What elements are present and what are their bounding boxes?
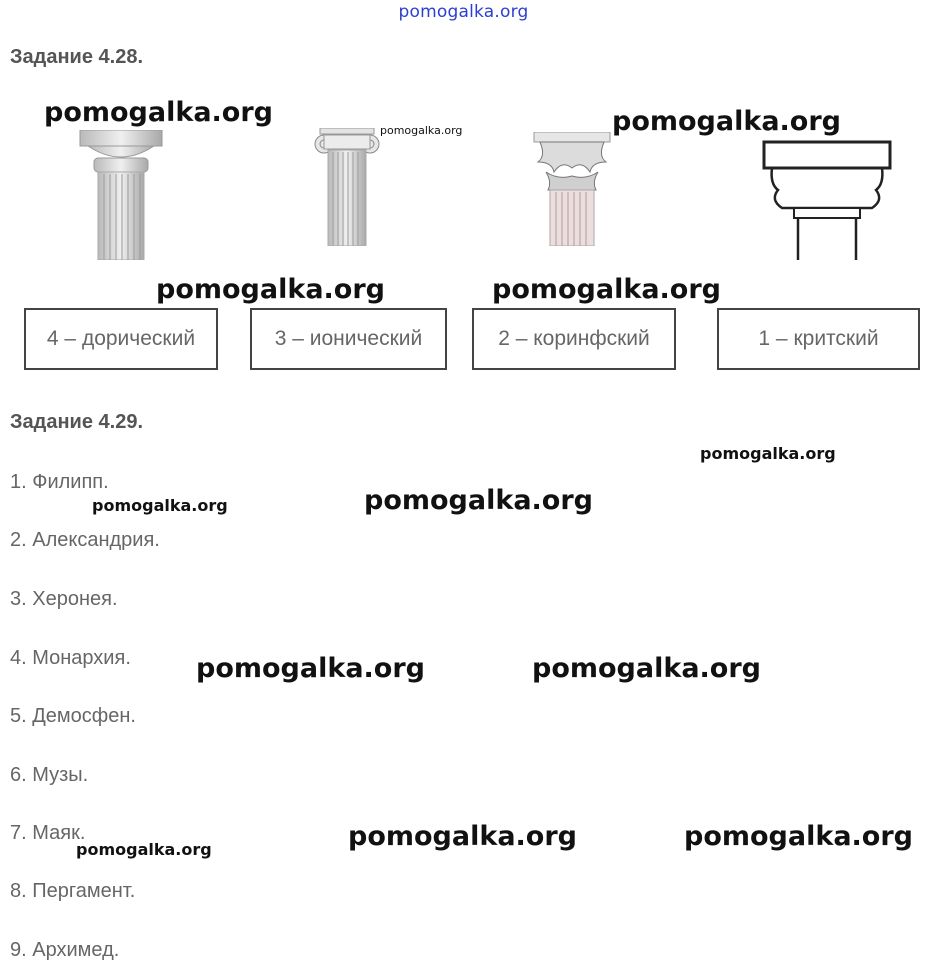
- answer-item: 4. Монархия.: [10, 647, 131, 669]
- watermark: pomogalka.org: [380, 124, 463, 137]
- answer-item: 2. Александрия.: [10, 529, 160, 551]
- watermark: pomogalka.org: [532, 653, 761, 684]
- column-label-box: [24, 308, 218, 370]
- column-label-box: [717, 308, 920, 370]
- column-label-box: [472, 308, 676, 370]
- task-429-title: Задание 4.29.: [10, 411, 144, 433]
- answer-item: 9. Архимед.: [10, 939, 120, 961]
- column-label-box: [250, 308, 447, 370]
- watermark: pomogalka.org: [92, 496, 228, 515]
- ionic-column-image: [314, 128, 380, 246]
- cretan-column-image: [760, 140, 894, 262]
- watermark: pomogalka.org: [364, 485, 593, 516]
- answer-item: 7. Маяк.: [10, 822, 86, 844]
- site-link[interactable]: pomogalka.org: [398, 2, 529, 22]
- watermark: pomogalka.org: [348, 821, 577, 852]
- column-label: 4 – дорический: [46, 327, 196, 350]
- column-label: 2 – коринфский: [498, 327, 650, 350]
- answer-item: 8. Пергамент.: [10, 880, 136, 902]
- doric-column-image: [78, 130, 164, 260]
- watermark: pomogalka.org: [156, 274, 385, 305]
- column-label: 3 – ионический: [274, 327, 423, 350]
- watermark: pomogalka.org: [44, 97, 273, 128]
- watermark: pomogalka.org: [684, 821, 913, 852]
- column-label: 1 – критский: [758, 327, 879, 350]
- watermark: pomogalka.org: [76, 840, 212, 859]
- answer-item: 5. Демосфен.: [10, 705, 136, 727]
- watermark: pomogalka.org: [700, 444, 836, 463]
- answer-item: 1. Филипп.: [10, 471, 109, 493]
- watermark: pomogalka.org: [612, 106, 841, 137]
- corinthian-column-image: [532, 132, 612, 246]
- answer-item: 3. Херонея.: [10, 588, 118, 610]
- watermark: pomogalka.org: [196, 653, 425, 684]
- task-428-title: Задание 4.28.: [10, 46, 144, 68]
- answer-item: 6. Музы.: [10, 764, 89, 786]
- watermark: pomogalka.org: [492, 274, 721, 305]
